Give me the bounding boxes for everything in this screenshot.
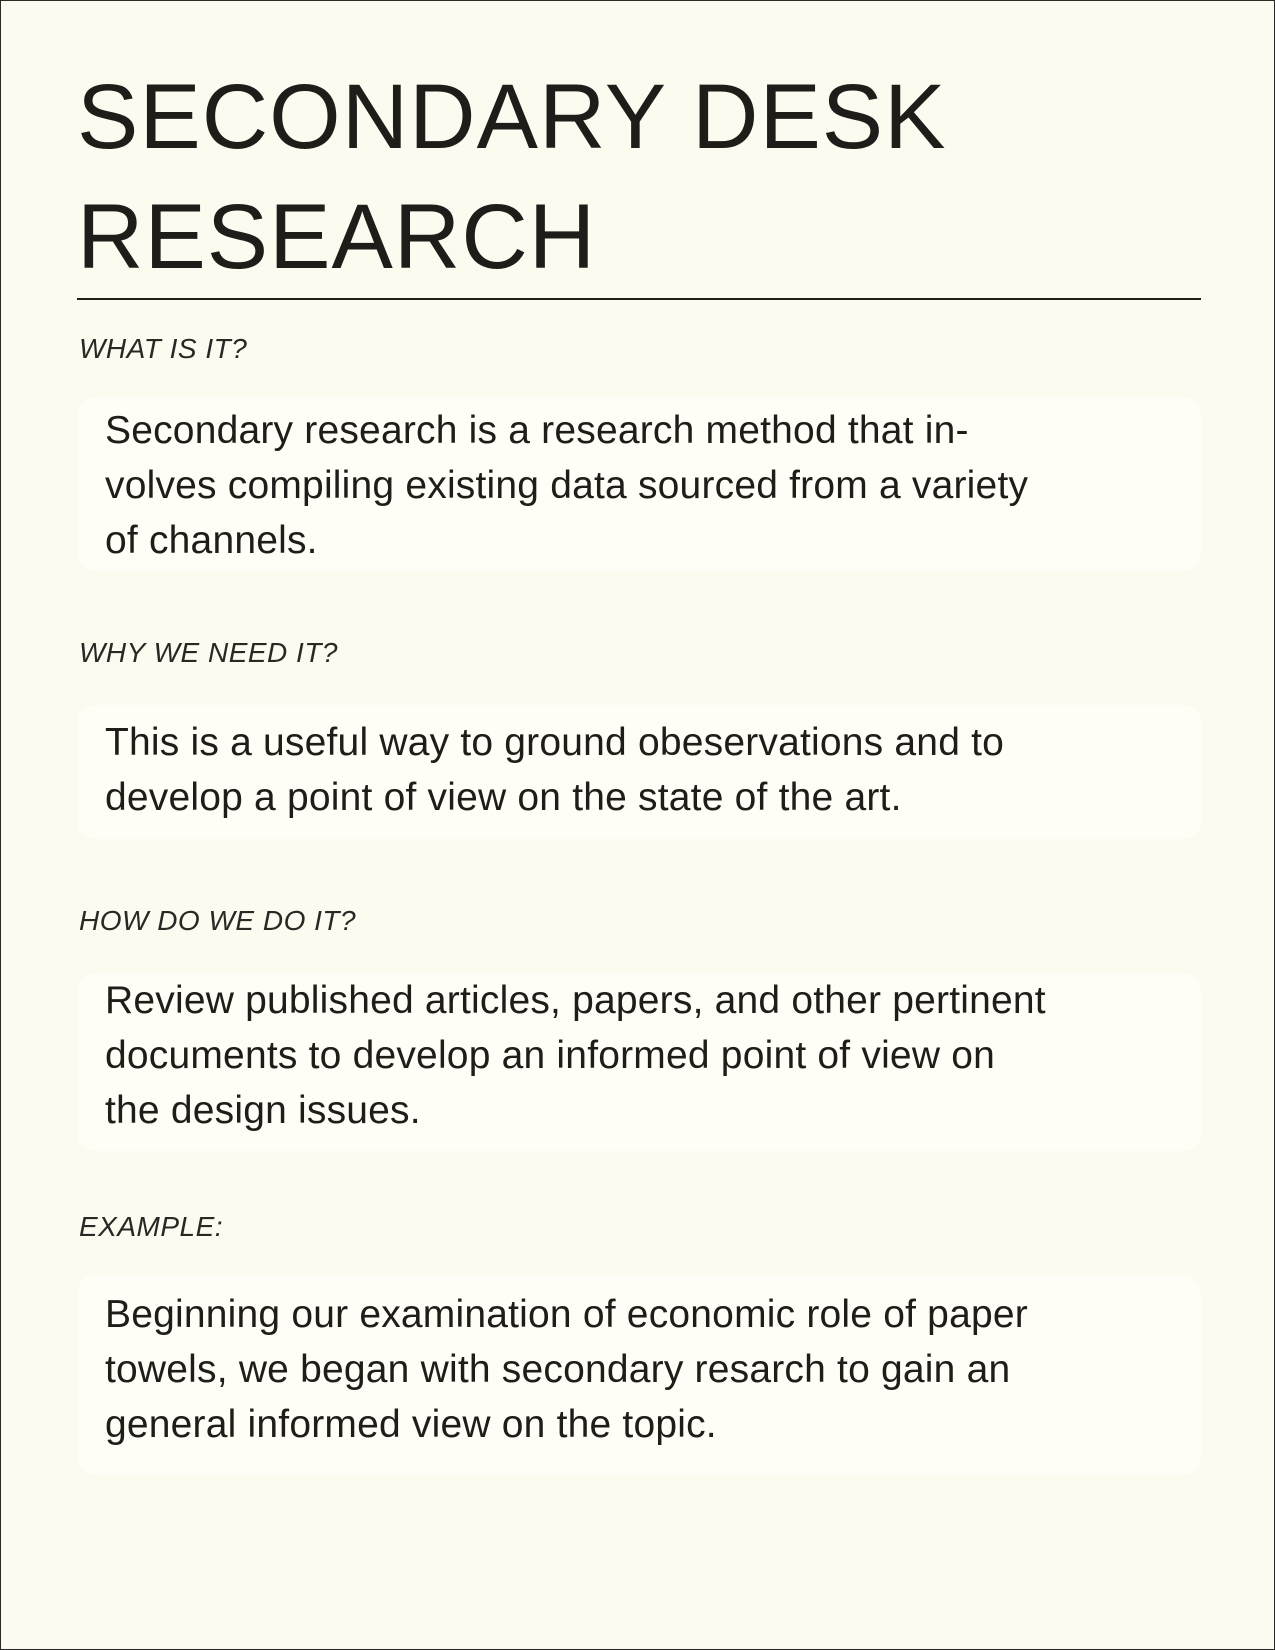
text-line: documents to develop an informed point of view on xyxy=(105,1034,996,1077)
text-line: of channels. xyxy=(105,519,318,562)
text-line: Review published articles, papers, and other pertinent xyxy=(105,979,1046,1022)
section-card-example xyxy=(77,1275,1201,1475)
title-divider xyxy=(77,298,1201,300)
section-card-why xyxy=(77,705,1201,839)
text-line: Secondary research is a research method that in- xyxy=(105,409,969,452)
page-title-line-1: SECONDARY DESK xyxy=(77,66,947,168)
text-line: This is a useful way to ground obeservations and to xyxy=(105,721,1005,764)
text-line: general informed view on the topic. xyxy=(105,1403,717,1446)
text-line: develop a point of view on the state of the art. xyxy=(105,776,902,819)
text-line: towels, we began with secondary resarch to gain an xyxy=(105,1348,1011,1391)
text-line: volves compiling existing data sourced from a variety xyxy=(105,464,1029,507)
text-line: Beginning our examination of economic role of paper xyxy=(105,1293,1028,1336)
text-line: the design issues. xyxy=(105,1089,421,1132)
section-card-how xyxy=(77,973,1201,1151)
section-text-how xyxy=(105,973,1173,1138)
section-label-how: HOW DO WE DO IT? xyxy=(79,905,357,936)
section-label-what: WHAT IS IT? xyxy=(79,333,248,364)
page-title-line-2: RESEARCH xyxy=(77,186,597,288)
section-card-what xyxy=(77,397,1201,571)
section-label-example: EXAMPLE: xyxy=(79,1211,224,1242)
section-text-example xyxy=(105,1287,1173,1452)
section-text-why xyxy=(105,715,1173,825)
section-label-why: WHY WE NEED IT? xyxy=(79,637,339,668)
page-title xyxy=(77,57,1177,297)
section-text-what xyxy=(105,403,1173,568)
